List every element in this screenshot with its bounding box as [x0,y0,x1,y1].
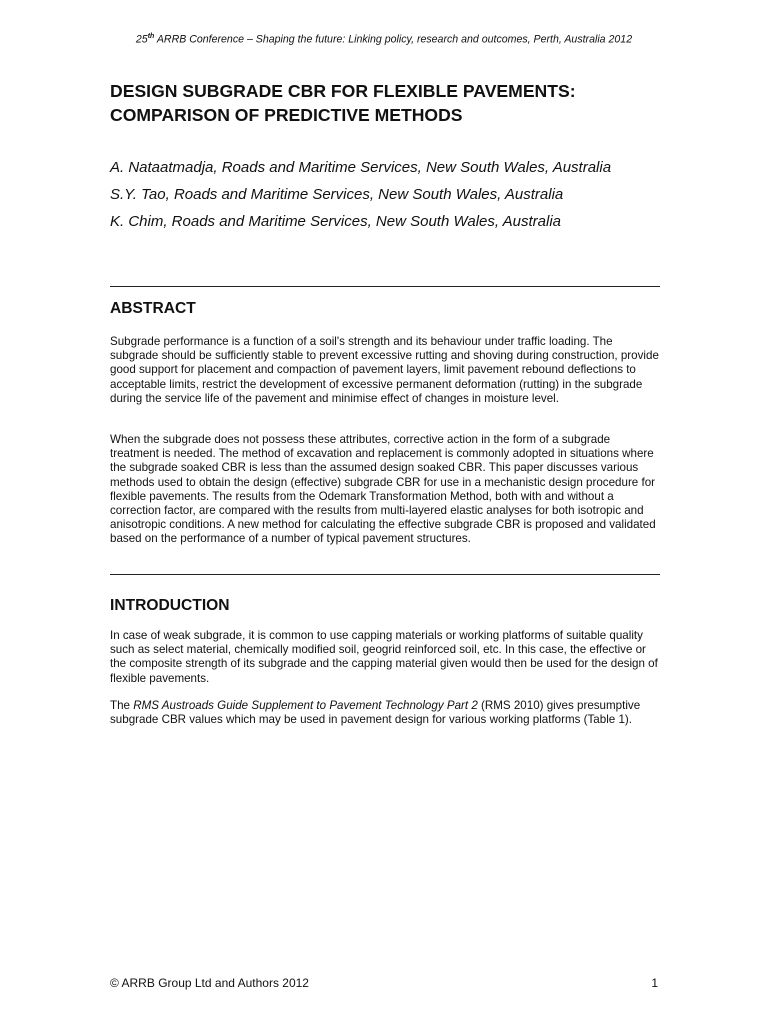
introduction-heading: INTRODUCTION [110,597,230,614]
footer-copyright: © ARRB Group Ltd and Authors 2012 [110,976,309,990]
introduction-paragraph-1: In case of weak subgrade, it is common to use capping materials or working platforms of suitable quality such as select material, chemically modified soil, geogrid reinforced soil, etc. In this case, the effective or the composite strength of its subgrade and the capping material given would then be used for the design of flexible pavements. [110,629,658,685]
abstract-bottom-rule [110,574,660,575]
abstract-paragraph-1: Subgrade performance is a function of a soil's strength and its behaviour under traffic loading. The subgrade should be sufficiently stable to prevent excessive rutting and shoving during construction, provide good support for placement and compaction of pavement layers, limit pavement rebound deflections to acceptable limits, restrict the development of excessive permanent deformation (rutting) in the subgrade during the service life of the pavement and minimise effect of changes in moisture level. [110,335,659,405]
author-1: A. Nataatmadja, Roads and Maritime Services, New South Wales, Australia [110,159,612,176]
footer-page-number: 1 [651,976,658,990]
conference-ordinal-suffix: th [147,33,155,40]
abstract-top-rule [110,286,660,287]
author-list [110,158,658,239]
running-header [110,33,658,46]
intro-p2-guide-title: RMS Austroads Guide Supplement to Pavement Technology Part 2 [133,699,478,712]
introduction-paragraph-2 [110,699,660,727]
paper-title: DESIGN SUBGRADE CBR FOR FLEXIBLE PAVEMENTS: COMPARISON OF PREDICTIVE METHODS [110,81,576,125]
abstract-paragraph-2: When the subgrade does not possess these attributes, corrective action in the form of a subgrade treatment is needed. The method of excavation and replacement is commonly adopted in situations where the subgrade soaked CBR is less than the assumed design soaked CBR. This paper discusses various methods used to obtain the design (effective) subgrade CBR for use in a mechanistic design procedure for flexible pavements. The results from the Odemark Transformation Method, both with and without a correction factor, are compared with the results from multi-layered elastic analyses for both isotropic and anisotropic conditions. A new method for calculating the effective subgrade CBR is proposed and validated based on the performance of a number of typical pavement structures. [110,433,656,546]
abstract-heading: ABSTRACT [110,300,196,317]
intro-p2-prefix: The [110,699,134,712]
conference-header-text: ARRB Conference – Shaping the future: Linking policy, research and outcomes, Perth, Australia 2012 [154,33,633,46]
author-3: K. Chim, Roads and Maritime Services, New South Wales, Australia [110,213,562,230]
conference-ordinal-number: 25 [135,33,148,46]
author-2: S.Y. Tao, Roads and Maritime Services, New South Wales, Australia [110,186,564,203]
intro-p2-suffix: (RMS 2010) gives presumptive subgrade CBR values which may be used in pavement design for various working platforms (Table 1). [110,699,641,727]
